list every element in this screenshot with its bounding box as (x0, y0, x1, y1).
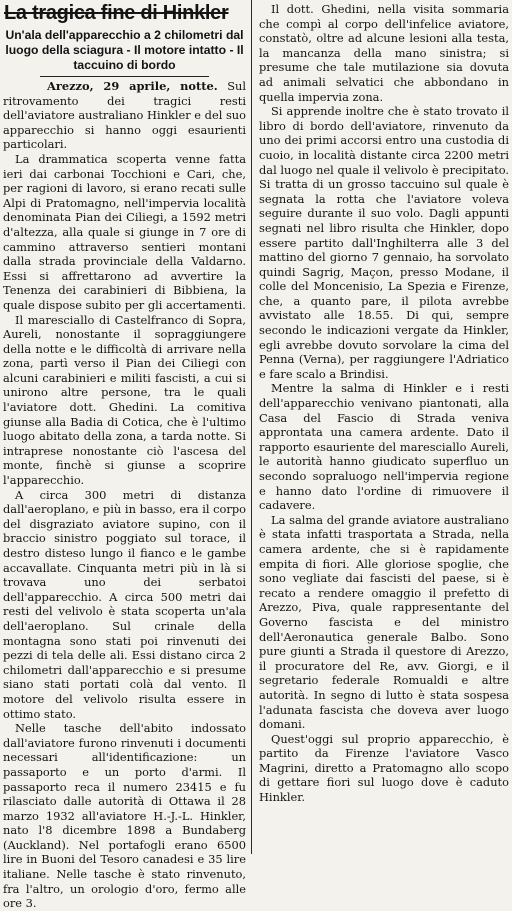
paragraph-5: Nelle tasche dell'abito indossato dall'aviatore furono rinvenuti i documenti necessari all'identificazione: un passaporto e un porto d'armi. Il passaporto reca il numero 23415 e fu rilasciato dalle autorità di Ottawa il 28 marzo 1932 all'aviatore H.-J.-L. Hinkler, nato l'8 dicembre 1898 a Bundaberg (Auckland). Nel portafogli erano 6500 lire in Buoni del Tesoro canadesi e 35 lire italiane. Nelle tasche è stato rinvenuto, fra l'altro, un orologio d'oro, fermo alle ore 3. (3, 721, 246, 911)
right-column (256, 0, 512, 854)
paragraph-9: La salma del grande aviatore australiano è stata infatti trasportata a Strada, nella camera ardente, che si è rapidamente empita di fiori. Alle gloriose spoglie, che sono vegliate dai fascisti del paese, si è recato a rendere omaggio il prefetto di Arezzo, Piva, quale rappresentante del Governo fascista e del ministro dell'Aeronautica generale Balbo. Sono pure giunti a Strada il questore di Arezzo, il procuratore del Re, avv. Giorgi, e il segretario federale Romualdi e altre autorità. In segno di lutto è stata sospesa l'adunata fascista che doveva aver luogo domani. (259, 512, 509, 732)
paragraph-8: Mentre la salma di Hinkler e i resti dell'apparecchio venivano piantonati, alla Casa del Fascio di Strada veniva approntata una camera ardente. Dato il rapporto esauriente del maresciallo Aureli, le autorità hanno giudicato superfluo un secondo sopraluogo nell'impervia regione e hanno dato l'ordine di rimuovere il cadavere. (259, 381, 509, 513)
column-divider (251, 0, 252, 854)
paragraph-3: Il maresciallo di Castelfranco di Sopra, Aureli, nonostante il sopraggiungere della notte e le difficoltà di arrivare nella zona, partì verso il Pian dei Ciliegi con alcuni carabinieri e militi fascisti, a cui si unirono altre persone, tra le quali l'aviatore dott. Ghedini. La comitiva giunse alla Badia di Cotica, che è l'ultimo luogo abitato della zona, a tarda notte. Si intraprese nonostante ciò l'ascesa del monte, finchè si giunse a scoprire l'apparecchio. (3, 312, 246, 488)
subhead-divider (40, 76, 209, 77)
left-column (0, 0, 249, 911)
paragraph-10: Quest'oggi sul proprio apparecchio, è partito da Firenze l'aviatore Vasco Magrini, diretto a Pratomagno allo scopo di gettare fiori sul luogo dove è caduto Hinkler. (259, 731, 509, 805)
article-headline: La tragica fine di Hinkler (4, 2, 229, 24)
paragraph-6: Il dott. Ghedini, nella visita sommaria che compì al corpo dell'infelice aviatore, constatò, oltre ad alcune lesioni alla testa, la mancanza della mano sinistra; si presume che tale mutilazione sia dovuta ad animali selvatici che abbondano in quella impervia zona. (259, 2, 509, 104)
dateline: Arezzo, 29 aprile, notte. (47, 79, 218, 93)
paragraph-4: A circa 300 metri di distanza dall'aeroplano, e più in basso, era il corpo del disgraziato aviatore supino, con il braccio sinistro poggiato sul torace, il destro disteso lungo il fianco e le gambe accavallate. Cinquanta metri più in là si trovava uno dei serbatoi dell'apparecchio. A circa 500 metri dai resti del velivolo è stata scoperta un'ala dell'aeroplano. Sul crinale della montagna sono stati poi rinvenuti dei pezzi di tela delle ali. Essi distano circa 2 chilometri dall'apparecchio e si presume siano stati portati colà dal vento. Il motore del velivolo risulta essere in ottimo stato. (3, 487, 246, 721)
paragraph-7: Si apprende inoltre che è stato trovato il libro di bordo dell'aviatore, rinvenuto da uno dei primi accorsi entro una custodia di cuoio, in località distante circa 2200 metri dal luogo nel quale il velivolo è precipitato. Si tratta di un grosso taccuino sul quale è segnata la rotta che l'aviatore voleva seguire durante il suo volo. Dagli appunti segnati nel libro risulta che Hinkler, dopo essere partito dall'Inghilterra alle 3 del mattino del giorno 7 gennaio, ha sorvolato quindi Sagrig, Maçon, presso Modane, il colle del Moncenisio, La Spezia e Firenze, che, a quanto pare, il pilota avrebbe avvistato alle 18.55. Di qui, sempre secondo le indicazioni vergate da Hinkler, egli avrebbe dovuto sorvolare la cima del Penna (Verna), per raggiungere l'Adriatico e fare scalo a Brindisi. (259, 104, 509, 381)
paragraph-2: La drammatica scoperta venne fatta ieri dai carbonai Tocchioni e Cari, che, per ragioni di lavoro, si erano recati sulle Alpi di Pratomagno, nell'impervia località denominata Pian dei Ciliegi, a 1592 metri d'altezza, alla quale si giunge in 7 ore di cammino attraverso sentieri montani dalla strada provinciale della Valdarno. Essi si affrettarono ad avvertire la Tenenza dei carabinieri di Bibbiena, la quale dispose subito per gli accertamenti. (3, 151, 246, 312)
dateline-paragraph (0, 79, 249, 152)
article-subhead: Un'ala dell'apparecchio a 2 chilometri dal luogo della sciagura - Il motore intatto - Il taccuino di bordo (5, 28, 244, 72)
paragraph-1: Sul ritrovamento dei tragici resti dell'aviatore australiano Hinkler e del suo apparecchio si hanno oggi esaurienti particolari. (3, 79, 246, 152)
